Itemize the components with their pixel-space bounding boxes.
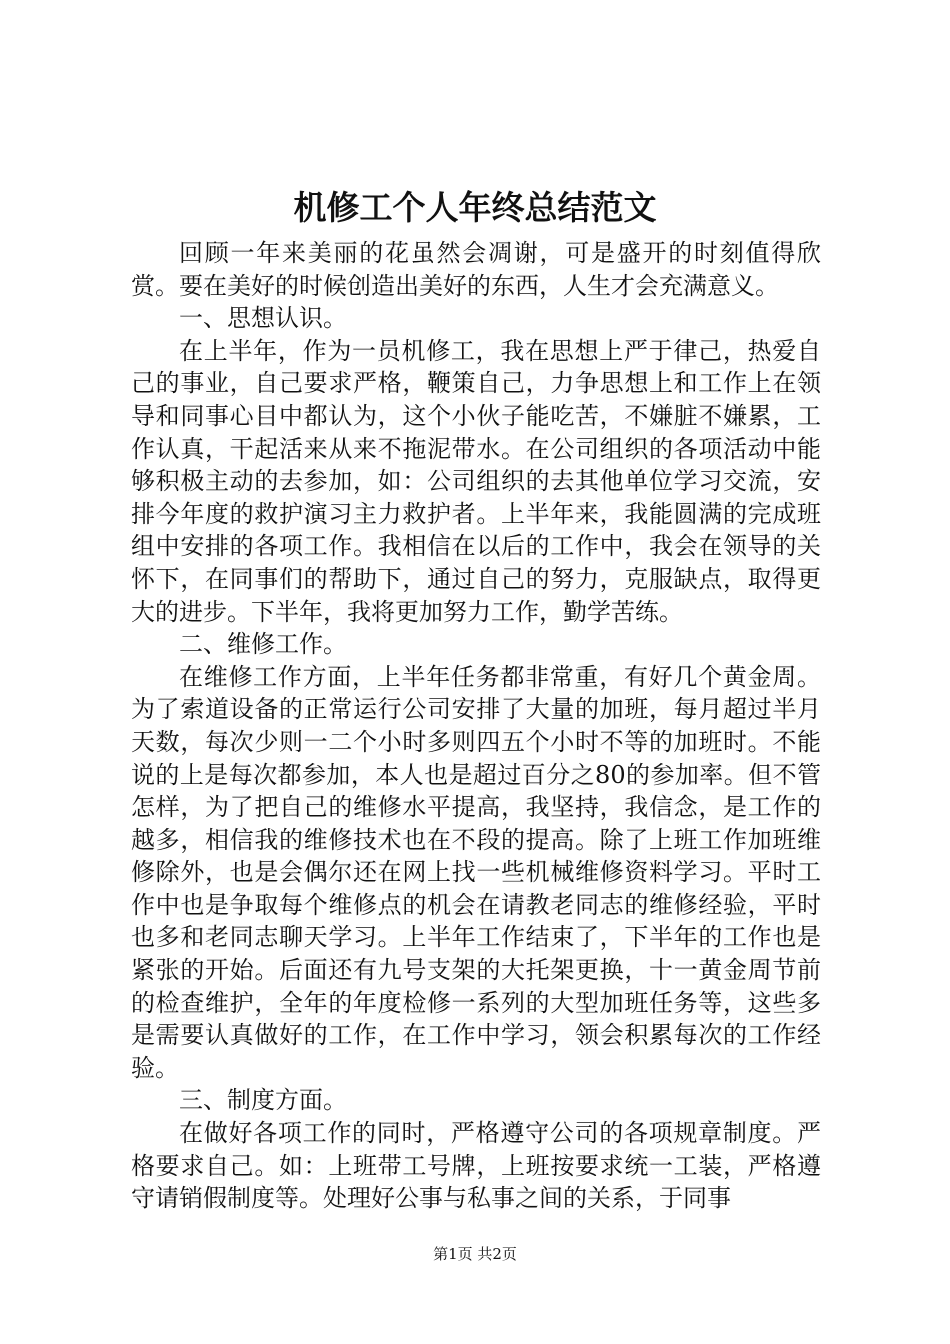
paragraph-rules: 在做好各项工作的同时，严格遵守公司的各项规章制度。严格要求自己。如：上班带工号牌，上班按要求统一工装，严格遵守请销假制度等。处理好公事与私事之间的关系，于同事 — [131, 1119, 821, 1213]
page-footer: 第1页 共2页 — [433, 1245, 517, 1263]
section-heading-rules: 三、制度方面。 — [179, 1086, 347, 1115]
page-title: 机修工个人年终总结范文 — [293, 188, 657, 227]
document-body — [131, 237, 821, 1215]
paragraph-maintenance: 在维修工作方面，上半年任务都非常重，有好几个黄金周。为了索道设备的正常运行公司安排了大量的加班，每月超过半月天数，每次少则一二个小时多则四五个小时不等的加班时。不能说的上是每次都参加，本人也是超过百分之80的参加率。但不管怎样，为了把自己的维修水平提高，我坚持，我信念，是工作的越多，相信我的维修技术也在不段的提高。除了上班工作加班维修除外，也是会偶尔还在网上找一些机械维修资料学习。平时工作中也是争取每个维修点的机会在请教老同志的维修经验，平时也多和老同志聊天学习。上半年工作结束了，下半年的工作也是紧张的开始。后面还有九号支架的大托架更换，十一黄金周节前的检查维护，全年的年度检修一系列的大型加班任务等，这些多是需要认真做好的工作，在工作中学习，领会积累每次的工作经验。 — [131, 662, 821, 1082]
paragraph-thought: 在上半年，作为一员机修工，我在思想上严于律己，热爱自己的事业，自己要求严格，鞭策自己，力争思想上和工作上在领导和同事心目中都认为，这个小伙子能吃苦，不嫌脏不嫌累，工作认真，干起活来从来不拖泥带水。在公司组织的各项活动中能够积极主动的去参加，如：公司组织的去其他单位学习交流，安排今年度的救护演习主力救护者。上半年来，我能圆满的完成班组中安排的各项工作。我相信在以后的工作中，我会在领导的关怀下，在同事们的帮助下，通过自己的努力，克服缺点，取得更大的进步。下半年，我将更加努力工作，勤学苦练。 — [131, 336, 821, 626]
paragraph-intro: 回顾一年来美丽的花虽然会凋谢，可是盛开的时刻值得欣赏。要在美好的时候创造出美好的东西，人生才会充满意义。 — [131, 239, 821, 300]
section-heading-maintenance: 二、维修工作。 — [179, 630, 347, 659]
section-heading-thought: 一、思想认识。 — [179, 304, 347, 333]
